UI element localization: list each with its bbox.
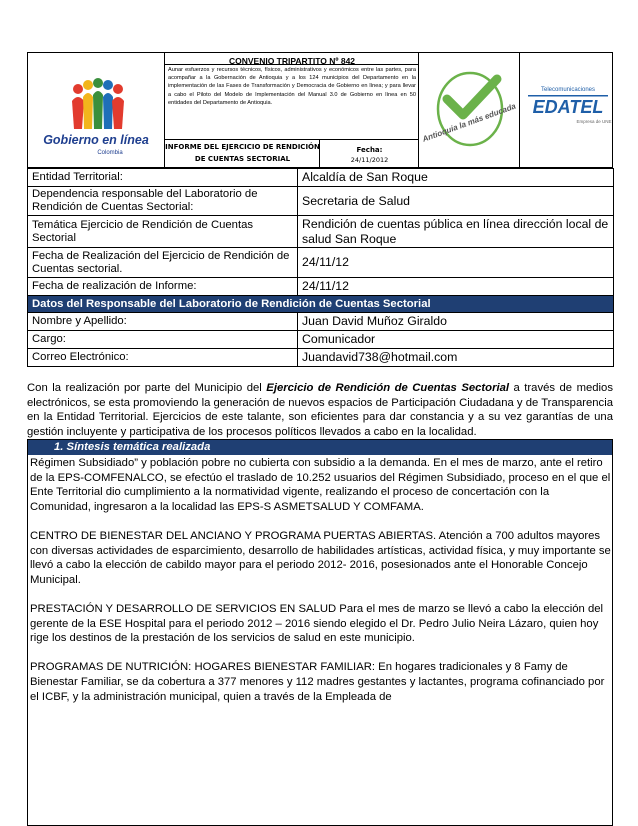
- convenio-title: CONVENIO TRIPARTITO Nº 842: [228, 56, 356, 66]
- row-value: Juandavid738@hotmail.com: [298, 349, 614, 367]
- row-value: Secretaria de Salud: [298, 187, 614, 216]
- antioquia-logo: [419, 53, 521, 167]
- row-label: Nombre y Apellido:: [28, 313, 298, 331]
- row-label: Cargo:: [28, 331, 298, 349]
- fecha-value: 24/11/2012: [350, 156, 389, 164]
- table-row: [28, 187, 614, 216]
- svg-text:Gobierno en línea: Gobierno en línea: [43, 133, 149, 147]
- row-value: 24/11/12: [298, 278, 614, 296]
- row-value: Alcaldía de San Roque: [298, 169, 614, 187]
- row-label: Dependencia responsable del Laboratorio de Rendición de Cuentas Sectorial:: [28, 187, 298, 216]
- intro-emphasis: Ejercicio de Rendición de Cuentas Sectorial: [266, 382, 510, 394]
- header-divider: [164, 139, 418, 140]
- table-row: [28, 278, 614, 296]
- sintesis-paragraph: Régimen Subsidiado” y población pobre no cubierta con subsidio a la demanda. En el mes de marzo, ante el retiro de la EPS-COMFENALCO, se efectúo el traslado de 10.252 usuarios del Régimen Subsidiado, proceso en el que el Ente Territorial dio cumplimiento a la normatividad vigente, realizando el proceso de concertación con la Comunidad, ingresaron a la localidad las EPS-S ASMETSALUD Y COMFAMA.: [30, 457, 611, 513]
- informe-title: INFORME DEL EJERCICIO DE RENDICIÓN DE CUENTAS SECTORIAL: [165, 143, 320, 163]
- info-table: [27, 168, 614, 367]
- svg-text:EDATEL: EDATEL: [532, 97, 604, 117]
- sintesis-body: [28, 455, 612, 704]
- svg-text:Empresa de UNE: Empresa de UNE: [576, 119, 612, 124]
- convenio-description: Aunar esfuerzos y recursos técnicos, físicos, administrativos y económicos entre las partes, para acompañar a la Gobernación de Antioquia y a los 124 municipios del Departamento en la implementación de las Fases de Transformación y Democracia de Gobierno en línea; y para llevar a cabo el Piloto del Modelo de Implementación del Manual 3.0 de Gobierno en línea en 50 entidades del Departamento de Antioquia.: [168, 67, 416, 106]
- svg-text:Antioquia la más educada: Antioquia la más educada: [421, 101, 518, 144]
- table-row: [28, 216, 614, 248]
- table-row: [28, 331, 614, 349]
- row-label: Fecha de realización de Informe:: [28, 278, 298, 296]
- table-section-header: [28, 296, 614, 313]
- table-row: [28, 248, 614, 278]
- sintesis-paragraph: CENTRO DE BIENESTAR DEL ANCIANO Y PROGRAMA PUERTAS ABIERTAS. Atención a 700 adultos mayores con diversas actividades de esparcimiento, desarrollo de habilidades artísticas, actividad física, y muy importante se llevó a cabo la elección de cabildo mayor para el periodo 2012- 2016, posesionados ante el Honorable Concejo Municipal.: [30, 529, 611, 586]
- table-row: [28, 349, 614, 367]
- row-value: Rendición de cuentas pública en línea dirección local de salud San Roque: [298, 216, 614, 248]
- row-label: Temática Ejercicio de Rendición de Cuentas Sectorial: [28, 216, 298, 248]
- intro-text: a través de medios electrónicos, se esta promoviendo la generación de nuevos espacios de Participación Ciudadana y de Transparencia en la Entidad Territorial. Ejercicios de este talante, son eficientes para dar constancia y a su vez garantías de una gestión incluyente y participativa de los procesos políticos llevados a cabo en la localidad.: [27, 382, 613, 438]
- svg-text:Telecomunicaciones: Telecomunicaciones: [540, 87, 596, 93]
- edatel-logo: [522, 53, 614, 167]
- intro-paragraph: [27, 381, 613, 439]
- table-row: [28, 313, 614, 331]
- sintesis-paragraph: PRESTACIÓN Y DESARROLLO DE SERVICIOS EN SALUD Para el mes de marzo se llevó a cabo la elección del gerente de la ESE Hospital para el periodo 2012 – 2016 siendo elegido el Dr. Pedro Julio Neira Lázaro, quien hoy rige los destinos de la prestación de los servicios de salud en este municipio.: [30, 602, 604, 645]
- gobierno-en-linea-logo: [28, 53, 164, 167]
- row-value: 24/11/12: [298, 248, 614, 278]
- responsable-section-title: Datos del Responsable del Laboratorio de Rendición de Cuentas Sectorial: [28, 296, 614, 313]
- document-header: [27, 52, 613, 168]
- svg-text:Colombia: Colombia: [97, 150, 123, 156]
- sintesis-paragraph: PROGRAMAS DE NUTRICIÓN: HOGARES BIENESTAR FAMILIAR: En hogares tradicionales y 8 Famy de Bienestar Familiar, se da cobertura a 377 menores y 112 madres gestantes y lactantes, programa cofinanciado por el ICBF, y la administración municipal, quien a través de la Empleada de: [30, 661, 605, 703]
- row-value: Juan David Muñoz Giraldo: [298, 313, 614, 331]
- row-label: Correo Electrónico:: [28, 349, 298, 367]
- row-label: Fecha de Realización del Ejercicio de Rendición de Cuentas sectorial.: [28, 248, 298, 278]
- row-value: Comunicador: [298, 331, 614, 349]
- row-label: Entidad Territorial:: [28, 169, 298, 187]
- table-row: [28, 169, 614, 187]
- fecha-label: Fecha:: [356, 146, 383, 154]
- intro-text: Con la realización por parte del Municipio del: [27, 382, 267, 394]
- sintesis-section: [27, 439, 613, 826]
- sintesis-title: 1. Síntesis temática realizada: [28, 440, 612, 455]
